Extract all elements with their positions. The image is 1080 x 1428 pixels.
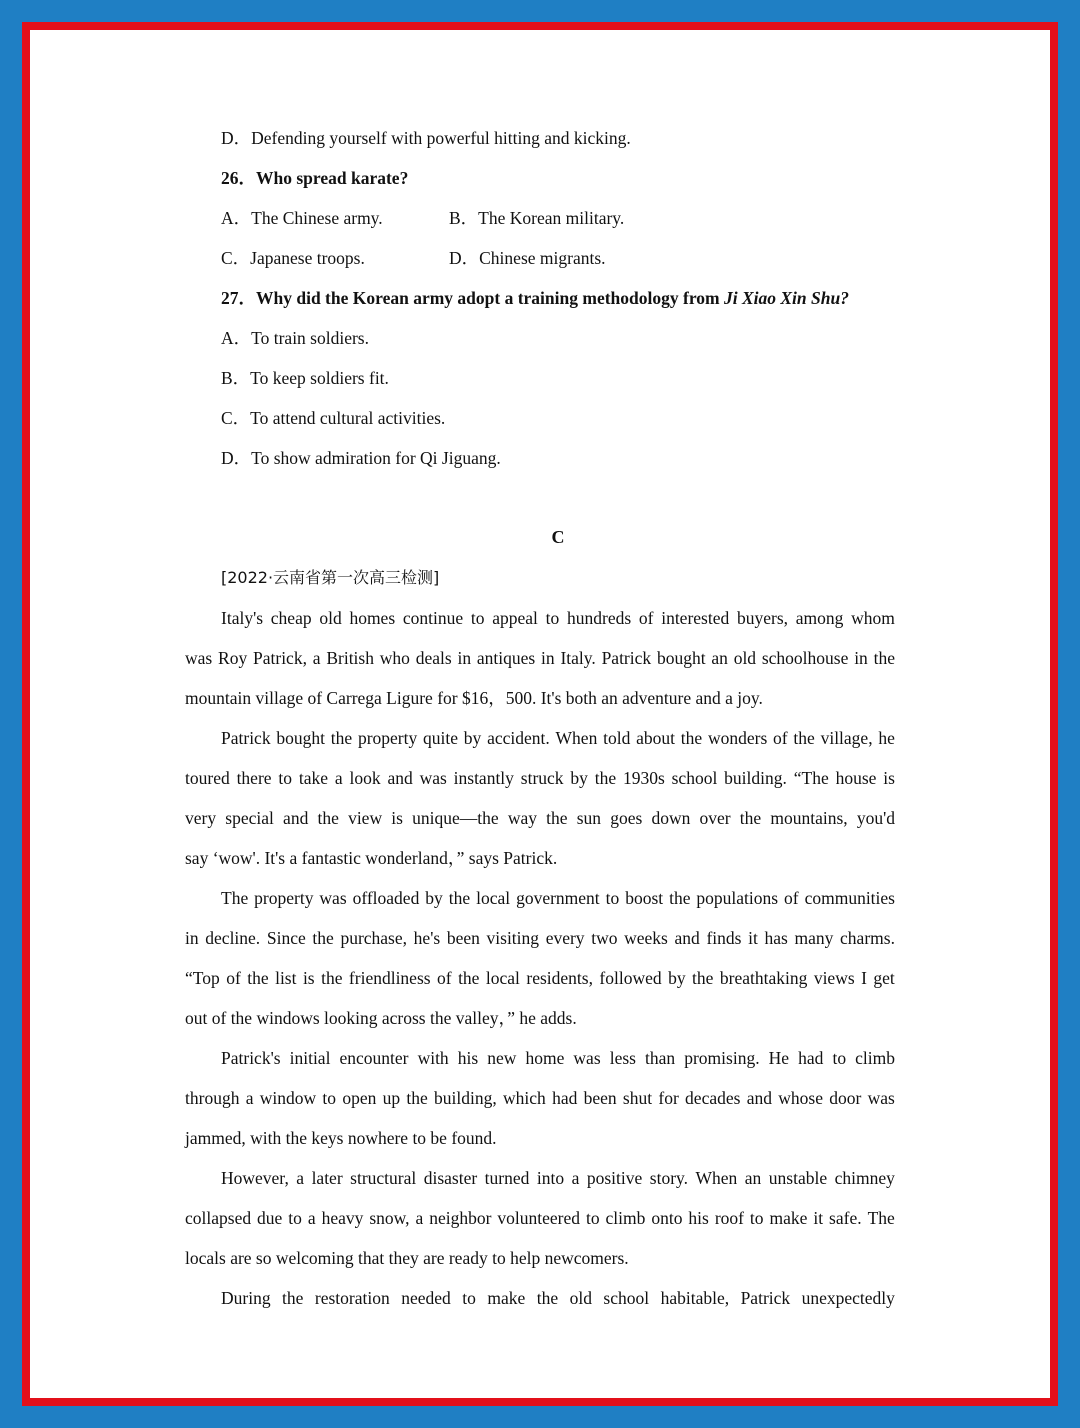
- p3-line1: The property was offloaded by the local government to boost the populations of communities: [221, 888, 895, 908]
- q26-option-b: B．The Korean military.: [449, 208, 625, 228]
- q27-option-b: B．To keep soldiers fit.: [221, 368, 389, 388]
- section-label: C: [551, 527, 565, 547]
- p6-line1: During the restoration needed to make the old school habitable, Patrick unexpectedly: [221, 1288, 895, 1308]
- p2-line4: say ‘wow'. It's a fantastic wonderland，” says Patrick.: [185, 848, 558, 868]
- q26-option-a: A．The Chinese army.: [221, 208, 383, 228]
- p2-line3: very special and the view is unique—the way the sun goes down over the mountains, you'd: [185, 808, 895, 828]
- q27-option-c: C．To attend cultural activities.: [221, 408, 446, 428]
- q27-option-a: A．To train soldiers.: [221, 328, 369, 348]
- document-page: [30, 30, 1050, 1398]
- section-source: [2022·云南省第一次高三检测]: [221, 568, 440, 587]
- p1-line2: was Roy Patrick, a British who deals in antiques in Italy. Patrick bought an old schoolhouse in the: [185, 648, 895, 668]
- p2-line1: Patrick bought the property quite by accident. When told about the wonders of the village, he: [221, 728, 895, 748]
- p4-line2: through a window to open up the building, which had been shut for decades and whose door was: [185, 1088, 895, 1108]
- q27-book-title: Ji Xiao Xin Shu?: [723, 288, 849, 308]
- p1-line3: mountain village of Carrega Ligure for $16，500. It's both an adventure and a joy.: [185, 688, 763, 708]
- p4-line1: Patrick's initial encounter with his new home was less than promising. He had to climb: [221, 1048, 895, 1068]
- q26-option-d: D．Chinese migrants.: [449, 248, 606, 268]
- q26-option-c: C．Japanese troops.: [221, 248, 365, 268]
- p3-line3: “Top of the list is the friendliness of the local residents, followed by the breathtaking views I get: [185, 968, 895, 988]
- p3-line4: out of the windows looking across the valley，” he adds.: [185, 1008, 577, 1028]
- p5-line1: However, a later structural disaster turned into a positive story. When an unstable chimney: [221, 1168, 895, 1188]
- q26-question: 26．Who spread karate?: [221, 168, 409, 188]
- p5-line3: locals are so welcoming that they are ready to help newcomers.: [185, 1248, 629, 1268]
- p2-line2: toured there to take a look and was instantly struck by the 1930s school building. “The house is: [185, 768, 895, 788]
- p4-line3: jammed, with the keys nowhere to be found.: [185, 1128, 497, 1148]
- q27-option-d: D．To show admiration for Qi Jiguang.: [221, 448, 501, 468]
- p3-line2: in decline. Since the purchase, he's been visiting every two weeks and finds it has many charms.: [185, 928, 895, 948]
- q27-question-text: 27．Why did the Korean army adopt a training methodology from: [221, 288, 724, 308]
- p5-line2: collapsed due to a heavy snow, a neighbor volunteered to climb onto his roof to make it safe. The: [185, 1208, 895, 1228]
- p1-line1: Italy's cheap old homes continue to appeal to hundreds of interested buyers, among whom: [221, 608, 895, 628]
- q27-question: [221, 287, 849, 309]
- q25-option-d: D．Defending yourself with powerful hitting and kicking.: [221, 128, 631, 148]
